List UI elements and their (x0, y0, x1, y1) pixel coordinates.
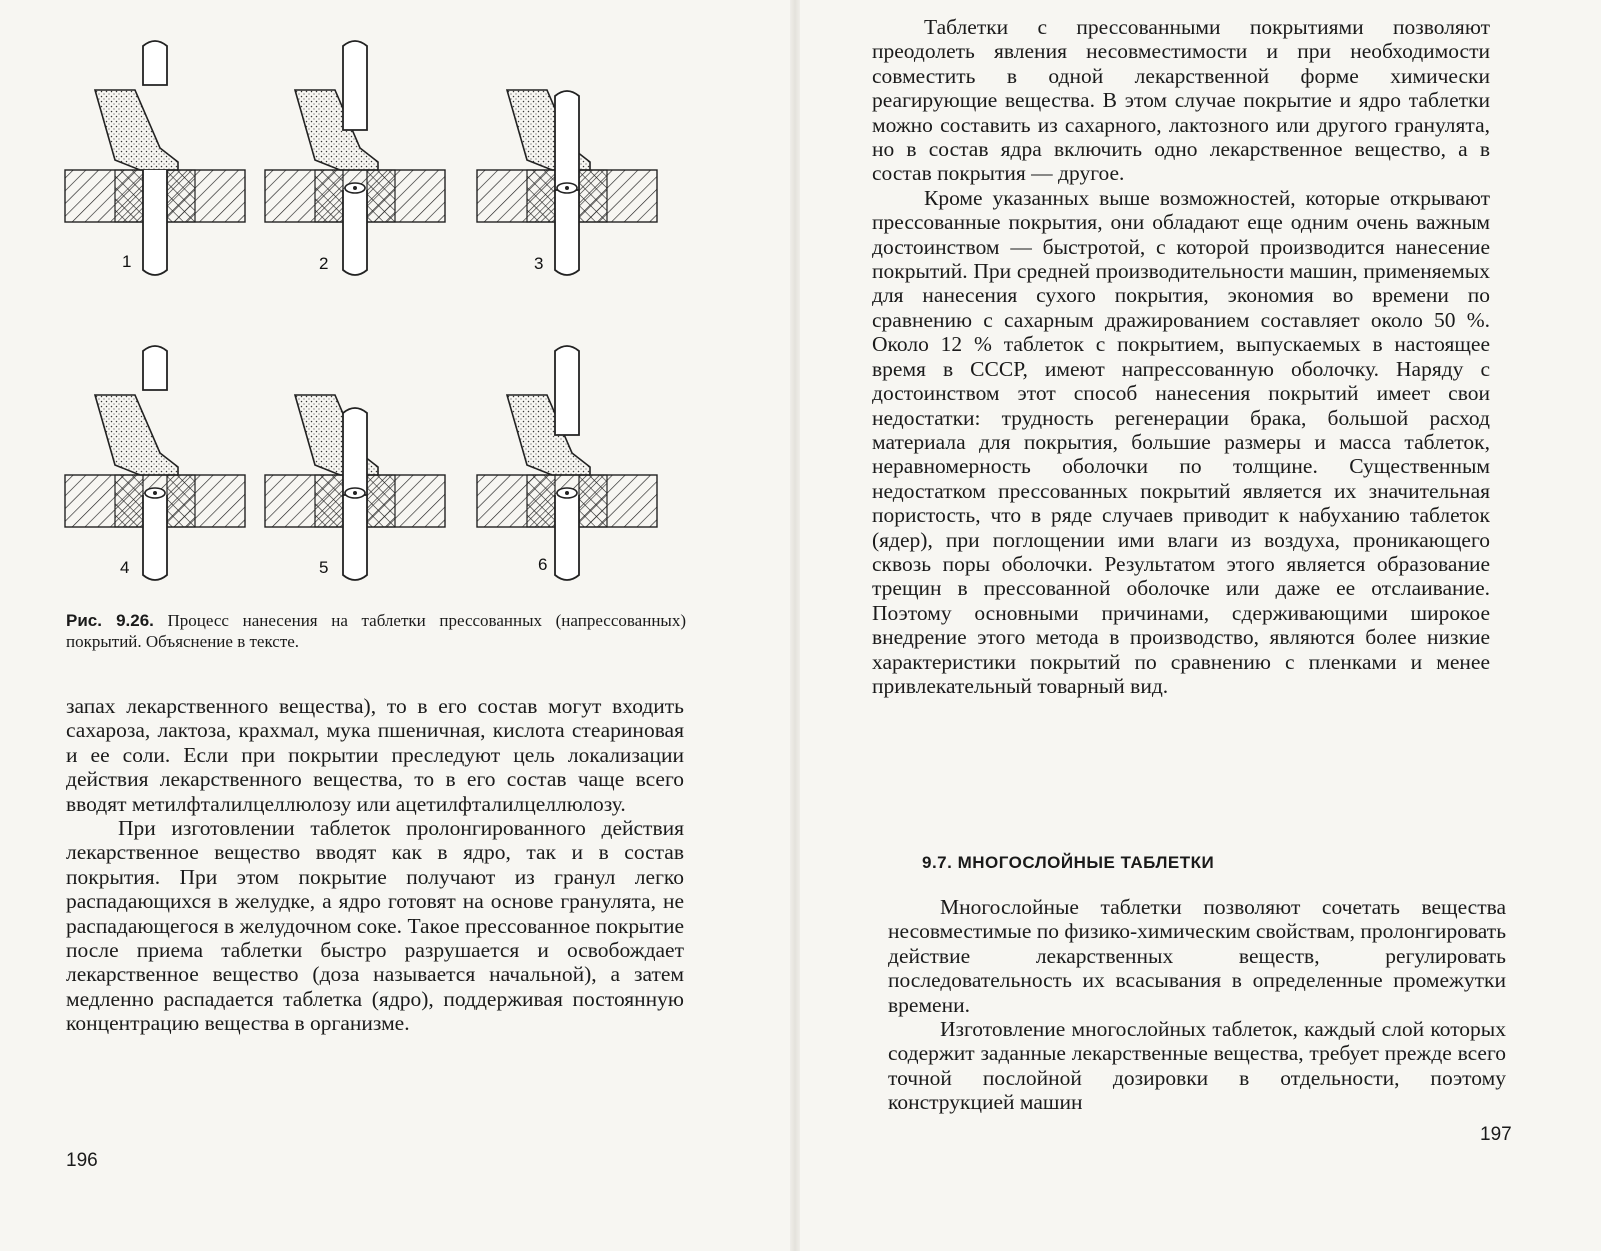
feed-shoe (95, 395, 178, 475)
diagram-panel-1 (65, 41, 245, 275)
lower-punch (143, 170, 167, 275)
section-paragraph-1: Многослойные таблетки позволяют сочетать вещества несовместимые по физико-химическим свойствам, пролонгировать действие лекарственных веществ, регулировать последовательность их всасывания в определенные промежутки времени. (888, 895, 1506, 1017)
section-heading: 9.7. МНОГОСЛОЙНЫЕ ТАБЛЕТКИ (922, 853, 1215, 872)
figure-label-1: 1 (122, 252, 132, 271)
die-wall-right (579, 475, 607, 527)
figure-label-4: 4 (120, 558, 130, 577)
tablet-core-center (565, 186, 569, 190)
figure-caption (66, 610, 686, 652)
right-paragraph-1: Таблетки с прессованными покрытиями позволяют преодолеть явления несовместимости и при необходимости совместить в одной лекарственной форме химически реагирующие вещества. В этом случае покрытие и ядро таблетки можно составить из сахарного, лактозного или другого гранулята, но в состав ядра включить одно лекарственное вещество, а в состав покрытия — другое. (872, 15, 1490, 186)
page-number-left: 196 (66, 1150, 98, 1171)
caption-text: Процесс нанесения на таблетки прессованных (напрессованных) покрытий. Объяснение в тексте. (66, 611, 686, 651)
upper-punch (143, 346, 167, 390)
die-wall-left (527, 475, 555, 527)
tablet-core-center (565, 491, 569, 495)
lower-punch (555, 495, 579, 580)
die-wall-left (315, 170, 343, 222)
die-wall-left (315, 475, 343, 527)
die-wall-right (367, 475, 395, 527)
left-paragraph-1: запах лекарственного вещества), то в его состав могут входить сахароза, лактоза, крахмал, мука пшеничная, кислота стеариновая и ее соли. Если при покрытии преследуют цель локализации действия лекарственного вещества, то в его состав чаще всего вводят метилфталилцеллюлозу или ацетилфталилцеллюлозу. (66, 694, 684, 816)
left-page (0, 0, 790, 1251)
upper-punch (143, 41, 167, 85)
tablet-core-center (353, 491, 357, 495)
diagram-panel-5 (265, 395, 445, 580)
figure-label-5: 5 (319, 558, 329, 577)
tablet-core-center (353, 186, 357, 190)
page-number-right: 197 (1480, 1124, 1512, 1145)
die-wall-right (167, 475, 195, 527)
diagram-panel-3 (477, 90, 657, 275)
diagram-panel-6 (477, 346, 657, 580)
die-wall-left (115, 475, 143, 527)
section-paragraph-2: Изготовление многослойных таблеток, каждый слой которых содержит заданные лекарственные вещества, требует прежде всего точной послойной дозировки в отдельности, поэтому конструкцией машин (888, 1017, 1506, 1115)
left-body-text (66, 694, 684, 1036)
section-body-text (888, 895, 1506, 1115)
lower-punch (343, 190, 367, 275)
tablet-core-center (153, 491, 157, 495)
die-wall-left (115, 170, 143, 222)
lower-punch (343, 495, 367, 580)
upper-punch (343, 408, 367, 495)
lower-punch (555, 190, 579, 275)
book-gutter (790, 0, 800, 1251)
diagram-panel-2 (265, 41, 445, 275)
right-body-text (872, 15, 1490, 698)
die-wall-right (367, 170, 395, 222)
die-wall-left (527, 170, 555, 222)
left-paragraph-2: При изготовлении таблеток пролонгированного действия лекарственное вещество вводят как в ядро, так и в состав покрытия. При этом покрытие получают из гранул легко распадающихся в желудке, а ядро готовят на основе гранулята, не распадающегося в желудочном соке. Такое прессованное покрытие после приема таблетки быстро разрушается и освобождает лекарственное вещество (доза называется начальной), а затем медленно распадается таблетка (ядро), поддерживая постоянную концентрацию вещества в организме. (66, 816, 684, 1036)
diagram-panel-4 (65, 346, 245, 580)
figure-9-26 (60, 30, 700, 600)
upper-punch (555, 91, 579, 190)
figure-label-3: 3 (534, 254, 544, 273)
die-wall-right (167, 170, 195, 222)
caption-label: Рис. 9.26. (66, 611, 154, 630)
upper-punch (343, 41, 367, 130)
feed-shoe (95, 90, 178, 170)
right-paragraph-2: Кроме указанных выше возможностей, которые открывают прессованные покрытия, они обладают еще одним очень важным достоинством — быстротой, с которой производится нанесение покрытий. При средней производительности машин, применяемых для нанесения сухого покрытия, экономия во времени по сравнению с сахарным дражированием составляет около 50 %. Около 12 % таблеток с покрытием, выпускаемых в настоящее время в СССР, имеют напрессованную оболочку. Наряду с достоинством этот способ нанесения покрытий имеет свои недостатки: трудность регенерации брака, большой расход материала для покрытия, большие размеры и масса таблеток, неравномерность оболочки по толщине. Существенным недостатком прессованных покрытий является их значительная пористость, что в ряде случаев приводит к набуханию таблеток (ядер), при поглощении ими влаги из воздуха, проникающего сквозь поры оболочки. Результатом этого является образование трещин в прессованной оболочке или даже ее отслаивание. Поэтому основными причинами, сдерживающими широкое внедрение этого метода в производство, являются более низкие характеристики покрытий по сравнению с пленками и менее привлекательный товарный вид. (872, 185, 1490, 698)
die-wall-right (579, 170, 607, 222)
figure-label-6: 6 (538, 555, 548, 574)
lower-punch (143, 495, 167, 580)
figure-label-2: 2 (319, 254, 329, 273)
upper-punch (555, 346, 579, 435)
